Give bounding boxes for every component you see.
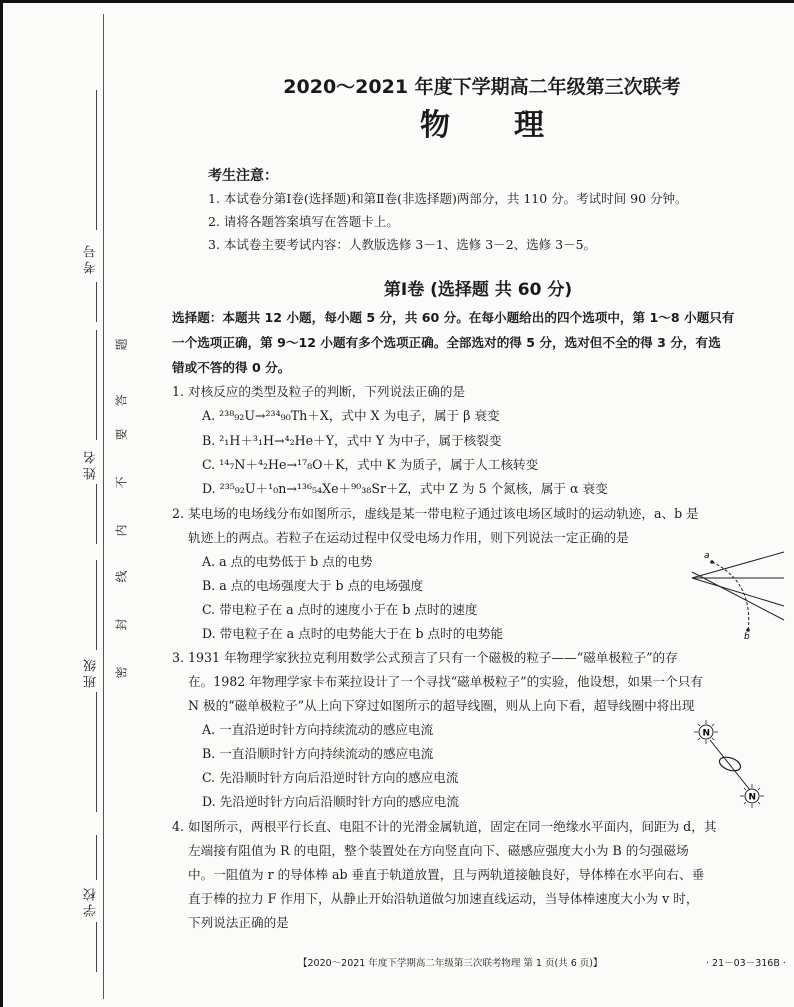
monopole-path	[710, 740, 750, 790]
monopole-end	[740, 784, 764, 808]
class-write-line-2	[96, 692, 97, 812]
question-2-stem: 2. 某电场的电场线分布如图所示，虚线是某一带电粒子通过该电场区域时的运动轨迹，a、b 是	[172, 506, 699, 521]
class-write-line	[96, 560, 97, 650]
question-3-option-c: C. 先沿顺时针方向后沿逆时针方向的感应电流	[202, 770, 459, 785]
monopole-start-label: N	[702, 728, 711, 739]
point-a	[710, 560, 714, 564]
question-3-option-a: A. 一直沿逆时针方向持续流动的感应电流	[202, 722, 434, 737]
seal-char-5: 内	[114, 524, 129, 537]
question-3-stem: 在。1982 年物理学家卡布莱拉设计了一个寻找“磁单极粒子”的实验，他设想，如果一个只有	[188, 674, 703, 689]
footer-page-info: 【2020～2021 年度下学期高二年级第三次联考物理 第 1 页(共 6 页)】	[298, 958, 603, 969]
question-3-option-d: D. 先沿逆时针方向后沿顺时针方向的感应电流	[202, 794, 459, 809]
point-b-label: b	[744, 632, 750, 640]
seal-char-1: 题	[114, 338, 129, 351]
page-left-edge	[0, 0, 3, 1007]
question-3-stem: 3. 1931 年物理学家狄拉克利用数学公式预言了只有一个磁极的粒子——“磁单极粒子”的存	[172, 650, 678, 665]
page-top-edge	[0, 0, 794, 3]
seal-char-6: 线	[114, 570, 129, 583]
seal-char-4: 不	[114, 476, 129, 489]
instructions-line: 错或不答的得 0 分。	[172, 360, 291, 375]
question-1-stem: 1. 对核反应的类型及粒子的判断，下列说法正确的是	[172, 384, 466, 399]
side-label-exam-number: 考号	[84, 242, 99, 274]
school-write-line-2	[96, 922, 97, 972]
seal-char-8: 密	[114, 666, 129, 679]
question-2-option-a: A. a 点的电势低于 b 点的电势	[202, 554, 373, 569]
seal-char-2: 答	[114, 394, 129, 407]
notice-title: 考生注意：	[208, 168, 278, 184]
question-1-option-b: B. ²₁H＋³₁H→⁴₂He＋Y，式中 Y 为中子，属于核裂变	[202, 433, 502, 448]
field-line	[692, 578, 784, 606]
subject-title: 物理	[420, 108, 608, 143]
monopole-start	[694, 720, 718, 744]
question-4-stem: 中。一阻值为 r 的导体棒 ab 垂直于轨道放置，且与两轨道接触良好，导体棒在水平向右、垂	[188, 867, 705, 882]
point-a-label: a	[704, 551, 710, 561]
question-3-option-b: B. 一直沿顺时针方向持续流动的感应电流	[202, 746, 434, 761]
question-4-stem: 左端接有阻值为 R 的电阻，整个装置处在方向竖直向下、磁感应强度大小为 B 的匀强磁场	[188, 843, 689, 858]
question-1-option-d: D. ²³⁵₉₂U＋¹₀n→¹³⁶₅₄Xe＋⁹⁰₃₈Sr＋Z，式中 Z 为 5 个氮核，属于 α 衰变	[202, 481, 608, 496]
notice-item: 2. 请将各题答案填写在答题卡上。	[208, 214, 399, 229]
exam-number-write-line-2	[96, 282, 97, 322]
question-2-stem: 轨迹上的两点。若粒子在运动过程中仅受电场力作用，则下列说法一定正确的是	[188, 530, 629, 545]
footer-code: · 21－03－316B ·	[706, 958, 786, 969]
notice-item: 1. 本试卷分第Ⅰ卷(选择题)和第Ⅱ卷(非选择题)两部分，共 110 分。考试时间 90 分钟。	[208, 191, 688, 206]
name-write-line	[96, 330, 97, 440]
question-4-stem: 4. 如图所示，两根平行长直、电阻不计的光滑金属轨道，固定在同一绝缘水平面内，间距为 d，其	[172, 819, 717, 834]
side-label-name: 姓名	[84, 448, 99, 480]
question-4-stem: 直于棒的拉力 F 作用下，从静止开始沿轨道做匀加速直线运动，当导体棒速度大小为 v 时，	[188, 891, 699, 906]
question-3-monopole-figure	[688, 716, 772, 812]
name-write-line-2	[96, 484, 97, 544]
question-2-field-figure	[690, 548, 786, 640]
side-label-class: 班级	[84, 656, 99, 688]
question-1-option-c: C. ¹⁴₇N＋⁴₂He→¹⁷₈O＋K，式中 K 为质子，属于人工核转变	[202, 457, 539, 472]
instructions-line: 一个选项正确，第 9～12 小题有多个选项正确。全部选对的得 5 分，选对但不全的得 3 分，有选	[172, 335, 721, 350]
question-1-option-a: A. ²³⁸₉₂U→²³⁴₉₀Th＋X，式中 X 为电子，属于 β 衰变	[202, 408, 500, 423]
binding-fold-line	[103, 14, 104, 999]
seal-char-3: 要	[114, 428, 129, 441]
instructions-line: 选择题：本题共 12 小题，每小题 5 分，共 60 分。在每小题给出的四个选项中，第 1～8 小题只有	[172, 310, 735, 325]
exam-title: 2020～2021 年度下学期高二年级第三次联考	[283, 76, 681, 98]
notice-item: 3. 本试卷主要考试内容：人教版选修 3－1、选修 3－2、选修 3－5。	[208, 237, 597, 252]
question-2-option-d: D. 带电粒子在 a 点时的电势能大于在 b 点时的电势能	[202, 626, 504, 641]
section-title: 第Ⅰ卷 (选择题 共 60 分)	[383, 280, 573, 300]
superconducting-ring	[718, 755, 743, 774]
school-write-line	[96, 835, 97, 880]
field-line	[692, 572, 784, 620]
question-4-stem: 下列说法正确的是	[188, 915, 289, 930]
exam-number-write-line	[96, 90, 97, 230]
seal-char-7: 封	[114, 618, 129, 631]
side-label-school: 学校	[84, 885, 99, 917]
question-2-option-c: C. 带电粒子在 a 点时的速度小于在 b 点时的速度	[202, 602, 478, 617]
question-3-stem: N 极的“磁单极粒子”从上向下穿过如图所示的超导线圈，则从上向下看，超导线圈中将出现	[188, 698, 695, 713]
particle-trajectory	[712, 562, 749, 632]
question-2-option-b: B. a 点的电场强度大于 b 点的电场强度	[202, 578, 424, 593]
monopole-end-label: N	[748, 792, 757, 803]
